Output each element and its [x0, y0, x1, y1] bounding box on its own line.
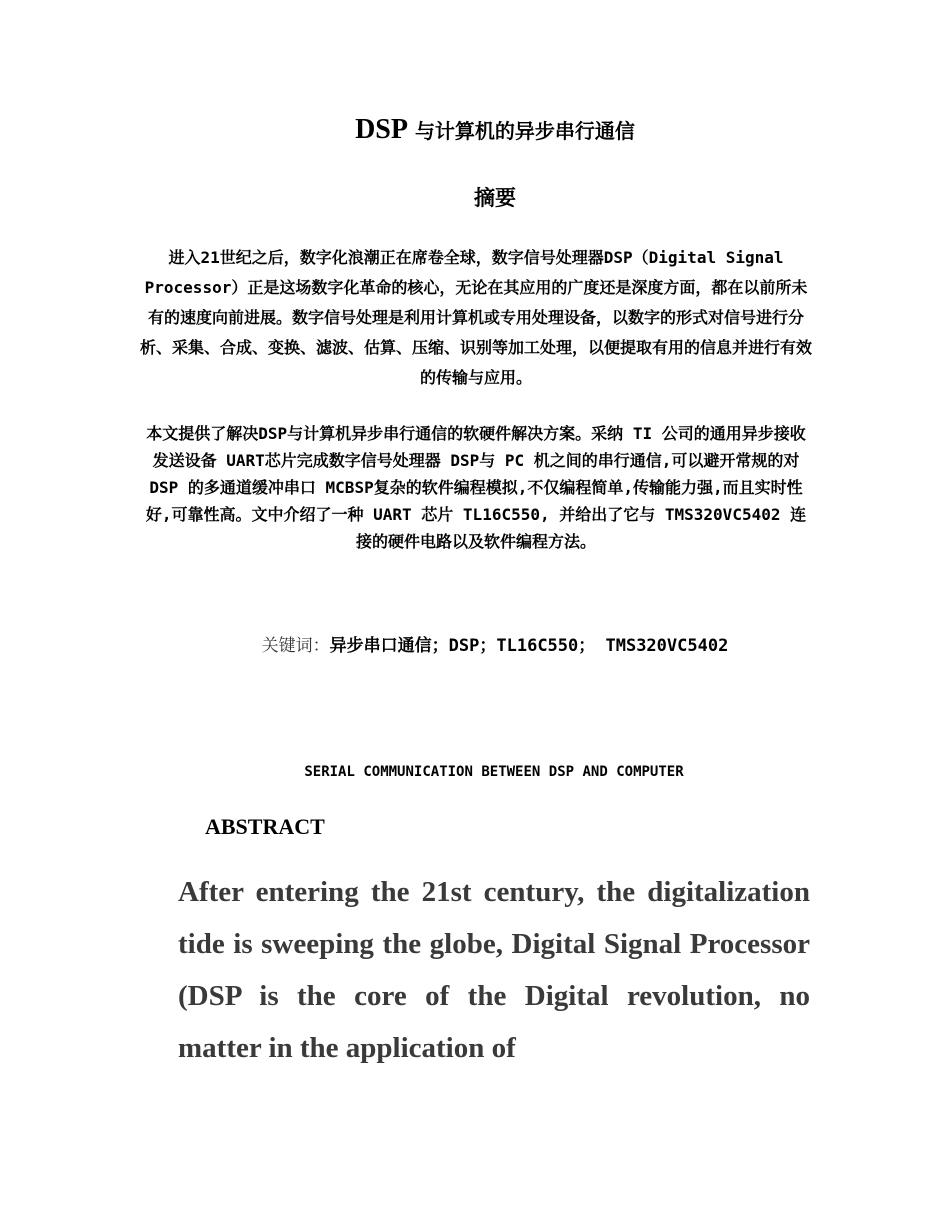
paper-title-zh: 与计算机的异步串行通信: [414, 119, 635, 143]
abstract-heading-en: ABSTRACT: [205, 814, 325, 839]
abstract-paragraph-2-zh: 本文提供了解决DSP与计算机异步串行通信的软硬件解决方案。采纳 TI 公司的通用异步接收发送设备 UART芯片完成数字信号处理器 DSP与 PC 机之间的串行通信,可以避开常规的对DSP 的多通道缓冲串口 MCBSP复杂的软件编程模拟,不仅编程简单,传输能力强,而且实时性好,可靠性高。文中介绍了一种 UART 芯片 TL16C550, 并给出了它与 TMS320VC5402 连接的硬件电路以及软件编程方法。: [145, 424, 807, 551]
english-title: SERIAL COMMUNICATION BETWEEN DSP AND COMPUTER: [304, 764, 684, 780]
keywords-value: 异步串口通信；DSP；TL16C550； TMS320VC5402: [329, 636, 729, 656]
paper-title: [0, 112, 950, 149]
abstract-paragraph-1-en: After entering the 21st century, the digitalization tide is sweeping the globe, Digital Signal Processor (DSP is the core of the Digital revolution, no matter in the application of: [178, 876, 810, 1064]
keywords-line: [0, 632, 950, 660]
paper-title-latin: DSP: [355, 114, 408, 145]
abstract-heading-zh: 摘要: [474, 186, 516, 210]
keywords-label: 关键词：: [261, 636, 330, 656]
abstract-paragraph-1-zh: 进入21世纪之后，数字化浪潮正在席卷全球，数字信号处理器DSP（Digital Signal Processor）正是这场数字化革命的核心，无论在其应用的广度还是深度方面，都在以前所未有的速度向前进展。数字信号处理是利用计算机或专用处理设备，以数字的形式对信号进行分析、采集、合成、变换、滤波、估算、压缩、识别等加工处理，以便提取有用的信息并进行有效的传输与应用。: [140, 248, 813, 387]
